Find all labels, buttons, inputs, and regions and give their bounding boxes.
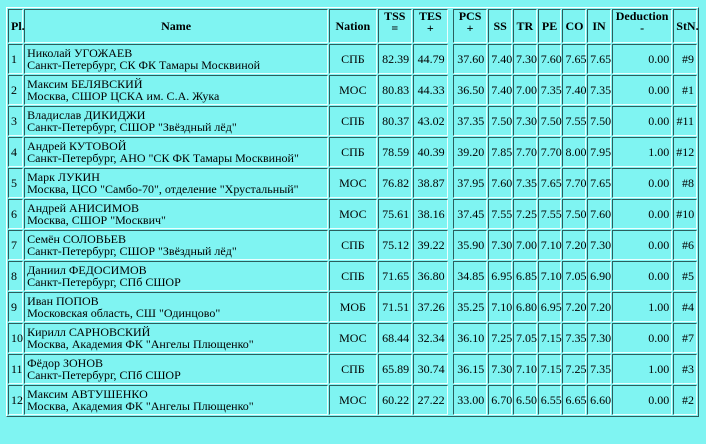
co-cell: 7.20 xyxy=(562,230,586,260)
gap-cell xyxy=(449,261,452,291)
tes-cell: 32.34 xyxy=(413,323,448,353)
deduction-cell: 0.00 xyxy=(612,75,672,105)
skater-name: Даниил ФЕДОСИМОВ xyxy=(27,263,147,277)
pcs-cell: 39.20 xyxy=(453,137,488,167)
tes-cell: 43.02 xyxy=(413,106,448,136)
deduction-cell: 0.00 xyxy=(612,44,672,74)
header-nation: Nation xyxy=(329,9,376,43)
pcs-cell: 35.90 xyxy=(453,230,488,260)
tss-cell: 82.39 xyxy=(378,44,413,74)
stn-cell: #12 xyxy=(673,137,697,167)
co-cell: 8.00 xyxy=(562,137,586,167)
co-cell: 7.70 xyxy=(562,168,586,198)
ss-cell: 7.60 xyxy=(488,168,512,198)
pcs-cell: 37.45 xyxy=(453,199,488,229)
gap-cell xyxy=(449,230,452,260)
in-cell: 7.95 xyxy=(587,137,611,167)
header-gap xyxy=(449,9,452,43)
in-cell: 7.35 xyxy=(587,354,611,384)
ss-cell: 7.85 xyxy=(488,137,512,167)
deduction-cell: 0.00 xyxy=(612,323,672,353)
tes-cell: 44.33 xyxy=(413,75,448,105)
place-cell: 3 xyxy=(8,106,23,136)
pcs-cell: 36.10 xyxy=(453,323,488,353)
pe-cell: 7.60 xyxy=(538,44,562,74)
tes-cell: 39.22 xyxy=(413,230,448,260)
in-cell: 7.35 xyxy=(587,75,611,105)
header-co: CO xyxy=(562,9,586,43)
skater-club: Санкт-Петербург, СПб СШОР xyxy=(27,275,181,289)
skater-name: Николай УГОЖАЕВ xyxy=(27,46,133,60)
tr-cell: 6.50 xyxy=(513,385,537,415)
skater-cell xyxy=(24,323,328,353)
pe-cell: 7.70 xyxy=(538,137,562,167)
skater-cell xyxy=(24,137,328,167)
deduction-cell: 0.00 xyxy=(612,385,672,415)
tr-cell: 7.70 xyxy=(513,137,537,167)
pe-cell: 7.35 xyxy=(538,75,562,105)
skater-cell xyxy=(24,292,328,322)
skater-club: Москва, СШОР "Москвич" xyxy=(27,213,166,227)
skater-club: Санкт-Петербург, СПб СШОР xyxy=(27,368,181,382)
pcs-cell: 36.50 xyxy=(453,75,488,105)
skater-cell xyxy=(24,354,328,384)
tes-cell: 37.26 xyxy=(413,292,448,322)
skater-name: Фёдор ЗОНОВ xyxy=(27,356,104,370)
header-tes xyxy=(413,9,448,43)
header-tes-label: TES xyxy=(418,9,442,23)
tes-cell: 40.39 xyxy=(413,137,448,167)
in-cell: 7.30 xyxy=(587,323,611,353)
gap-cell xyxy=(449,106,452,136)
table-row xyxy=(8,261,697,291)
tss-cell: 80.37 xyxy=(378,106,413,136)
stn-cell: #5 xyxy=(673,261,697,291)
stn-cell: #2 xyxy=(673,385,697,415)
skater-name: Максим АВТУШЕНКО xyxy=(27,387,148,401)
co-cell: 7.50 xyxy=(562,199,586,229)
place-cell: 8 xyxy=(8,261,23,291)
header-pcs xyxy=(453,9,488,43)
skater-name: Кирилл САРНОВСКИЙ xyxy=(27,325,151,339)
stn-cell: #4 xyxy=(673,292,697,322)
nation-cell: МОС xyxy=(329,199,376,229)
skater-name: Иван ПОПОВ xyxy=(27,294,99,308)
ss-cell: 7.55 xyxy=(488,199,512,229)
skater-cell xyxy=(24,199,328,229)
co-cell: 7.25 xyxy=(562,354,586,384)
skater-name: Семён СОЛОВЬЕВ xyxy=(27,232,127,246)
in-cell: 7.50 xyxy=(587,106,611,136)
header-pl: Pl. xyxy=(8,9,23,43)
gap-cell xyxy=(449,354,452,384)
nation-cell: СПБ xyxy=(329,137,376,167)
nation-cell: СПБ xyxy=(329,354,376,384)
skater-cell xyxy=(24,75,328,105)
tss-cell: 76.82 xyxy=(378,168,413,198)
pe-cell: 7.10 xyxy=(538,230,562,260)
ss-cell: 7.25 xyxy=(488,323,512,353)
place-cell: 10 xyxy=(8,323,23,353)
skater-club: Санкт-Петербург, СК ФК Тамары Москвиной xyxy=(27,58,261,72)
table-row xyxy=(8,292,697,322)
co-cell: 7.65 xyxy=(562,44,586,74)
ss-cell: 7.40 xyxy=(488,75,512,105)
stn-cell: #7 xyxy=(673,323,697,353)
table-row xyxy=(8,354,697,384)
skater-club: Москва, ЦСО "Самбо-70", отделение "Хрустальный" xyxy=(27,182,299,196)
nation-cell: СПБ xyxy=(329,261,376,291)
tss-cell: 75.61 xyxy=(378,199,413,229)
header-deduction xyxy=(612,9,672,43)
place-cell: 1 xyxy=(8,44,23,74)
tr-cell: 7.30 xyxy=(513,44,537,74)
ss-cell: 7.30 xyxy=(488,230,512,260)
tr-cell: 6.80 xyxy=(513,292,537,322)
skater-club: Москва, Академия ФК "Ангелы Плющенко" xyxy=(27,399,254,413)
header-tss xyxy=(378,9,413,43)
skater-club: Москва, СШОР ЦСКА им. С.А. Жука xyxy=(27,89,220,103)
tr-cell: 7.05 xyxy=(513,323,537,353)
gap-cell xyxy=(449,44,452,74)
skater-name: Марк ЛУКИН xyxy=(27,170,100,184)
stn-cell: #10 xyxy=(673,199,697,229)
tr-cell: 7.00 xyxy=(513,230,537,260)
header-ss: SS xyxy=(488,9,512,43)
tes-cell: 38.16 xyxy=(413,199,448,229)
in-cell: 7.65 xyxy=(587,44,611,74)
nation-cell: МОС xyxy=(329,168,376,198)
nation-cell: СПБ xyxy=(329,106,376,136)
co-cell: 7.20 xyxy=(562,292,586,322)
ss-cell: 7.50 xyxy=(488,106,512,136)
skater-club: Санкт-Петербург, АНО "СК ФК Тамары Москвиной" xyxy=(27,151,299,165)
skater-club: Санкт-Петербург, СШОР "Звёздный лёд" xyxy=(27,244,237,258)
pe-cell: 7.10 xyxy=(538,261,562,291)
ss-cell: 7.10 xyxy=(488,292,512,322)
gap-cell xyxy=(449,168,452,198)
skater-club: Санкт-Петербург, СШОР "Звёздный лёд" xyxy=(27,120,237,134)
deduction-cell: 0.00 xyxy=(612,230,672,260)
place-cell: 2 xyxy=(8,75,23,105)
in-cell: 6.60 xyxy=(587,385,611,415)
nation-cell: МОС xyxy=(329,75,376,105)
gap-cell xyxy=(449,137,452,167)
gap-cell xyxy=(449,385,452,415)
stn-cell: #6 xyxy=(673,230,697,260)
stn-cell: #11 xyxy=(673,106,697,136)
place-cell: 6 xyxy=(8,199,23,229)
header-tr: TR xyxy=(513,9,537,43)
place-cell: 9 xyxy=(8,292,23,322)
pe-cell: 6.95 xyxy=(538,292,562,322)
stn-cell: #8 xyxy=(673,168,697,198)
stn-cell: #9 xyxy=(673,44,697,74)
place-cell: 5 xyxy=(8,168,23,198)
deduction-cell: 1.00 xyxy=(612,292,672,322)
in-cell: 6.90 xyxy=(587,261,611,291)
co-cell: 6.65 xyxy=(562,385,586,415)
results-table xyxy=(6,7,699,417)
skater-cell xyxy=(24,261,328,291)
pe-cell: 7.50 xyxy=(538,106,562,136)
ss-cell: 7.40 xyxy=(488,44,512,74)
tr-cell: 7.30 xyxy=(513,106,537,136)
header-tes-sub: + xyxy=(426,21,434,35)
tes-cell: 36.80 xyxy=(413,261,448,291)
skater-name: Андрей АНИСИМОВ xyxy=(27,201,140,215)
tss-cell: 78.59 xyxy=(378,137,413,167)
deduction-cell: 1.00 xyxy=(612,137,672,167)
table-row xyxy=(8,106,697,136)
tss-cell: 71.65 xyxy=(378,261,413,291)
deduction-cell: 1.00 xyxy=(612,354,672,384)
ss-cell: 6.70 xyxy=(488,385,512,415)
nation-cell: МОБ xyxy=(329,292,376,322)
table-row xyxy=(8,230,697,260)
tr-cell: 7.00 xyxy=(513,75,537,105)
tes-cell: 27.22 xyxy=(413,385,448,415)
stn-cell: #1 xyxy=(673,75,697,105)
tes-cell: 38.87 xyxy=(413,168,448,198)
tss-cell: 68.44 xyxy=(378,323,413,353)
in-cell: 7.65 xyxy=(587,168,611,198)
results-container xyxy=(6,7,699,417)
gap-cell xyxy=(449,292,452,322)
skater-cell xyxy=(24,106,328,136)
results-body xyxy=(8,44,697,415)
tss-cell: 65.89 xyxy=(378,354,413,384)
pcs-cell: 33.00 xyxy=(453,385,488,415)
nation-cell: СПБ xyxy=(329,44,376,74)
skater-name: Максим БЕЛЯВСКИЙ xyxy=(27,77,143,91)
tes-cell: 30.74 xyxy=(413,354,448,384)
header-pcs-label: PCS xyxy=(458,9,482,23)
co-cell: 7.40 xyxy=(562,75,586,105)
in-cell: 7.60 xyxy=(587,199,611,229)
tss-cell: 71.51 xyxy=(378,292,413,322)
nation-cell: СПБ xyxy=(329,230,376,260)
place-cell: 11 xyxy=(8,354,23,384)
skater-cell xyxy=(24,230,328,260)
skater-club: Московская область, СШ "Одинцово" xyxy=(27,306,221,320)
gap-cell xyxy=(449,75,452,105)
place-cell: 4 xyxy=(8,137,23,167)
skater-cell xyxy=(24,168,328,198)
place-cell: 12 xyxy=(8,385,23,415)
table-row xyxy=(8,199,697,229)
skater-name: Андрей КУТОВОЙ xyxy=(27,139,127,153)
table-row xyxy=(8,323,697,353)
pe-cell: 7.55 xyxy=(538,199,562,229)
deduction-cell: 0.00 xyxy=(612,199,672,229)
skater-cell xyxy=(24,385,328,415)
tss-cell: 60.22 xyxy=(378,385,413,415)
co-cell: 7.55 xyxy=(562,106,586,136)
skater-cell xyxy=(24,44,328,74)
skater-name: Владислав ДИКИДЖИ xyxy=(27,108,146,122)
pe-cell: 6.55 xyxy=(538,385,562,415)
pcs-cell: 34.85 xyxy=(453,261,488,291)
pe-cell: 7.15 xyxy=(538,323,562,353)
deduction-cell: 0.00 xyxy=(612,168,672,198)
ss-cell: 7.30 xyxy=(488,354,512,384)
tss-cell: 75.12 xyxy=(378,230,413,260)
table-row xyxy=(8,168,697,198)
place-cell: 7 xyxy=(8,230,23,260)
tss-cell: 80.83 xyxy=(378,75,413,105)
table-row xyxy=(8,385,697,415)
pe-cell: 7.15 xyxy=(538,354,562,384)
tr-cell: 6.85 xyxy=(513,261,537,291)
tr-cell: 7.25 xyxy=(513,199,537,229)
pcs-cell: 37.35 xyxy=(453,106,488,136)
header-stn: StN. xyxy=(673,9,697,43)
ss-cell: 6.95 xyxy=(488,261,512,291)
header-tss-label: TSS xyxy=(384,9,406,23)
table-row xyxy=(8,44,697,74)
pe-cell: 7.65 xyxy=(538,168,562,198)
co-cell: 7.05 xyxy=(562,261,586,291)
pcs-cell: 35.25 xyxy=(453,292,488,322)
header-deduction-sub: - xyxy=(640,21,645,35)
tr-cell: 7.35 xyxy=(513,168,537,198)
pcs-cell: 36.15 xyxy=(453,354,488,384)
header-pe: PE xyxy=(538,9,562,43)
gap-cell xyxy=(449,199,452,229)
co-cell: 7.35 xyxy=(562,323,586,353)
in-cell: 7.20 xyxy=(587,292,611,322)
skater-club: Москва, Академия ФК "Ангелы Плющенко" xyxy=(27,337,254,351)
table-row xyxy=(8,137,697,167)
header-deduction-label: Deduction xyxy=(615,9,669,23)
pcs-cell: 37.95 xyxy=(453,168,488,198)
header-name: Name xyxy=(24,9,328,43)
deduction-cell: 0.00 xyxy=(612,106,672,136)
header-row xyxy=(8,9,697,43)
pcs-cell: 37.60 xyxy=(453,44,488,74)
header-pcs-sub: + xyxy=(466,21,474,35)
stn-cell: #3 xyxy=(673,354,697,384)
in-cell: 7.30 xyxy=(587,230,611,260)
header-in: IN xyxy=(587,9,611,43)
nation-cell: МОС xyxy=(329,385,376,415)
tr-cell: 7.10 xyxy=(513,354,537,384)
nation-cell: МОС xyxy=(329,323,376,353)
tes-cell: 44.79 xyxy=(413,44,448,74)
table-row xyxy=(8,75,697,105)
deduction-cell: 0.00 xyxy=(612,261,672,291)
header-tss-sub: = xyxy=(391,21,399,35)
gap-cell xyxy=(449,323,452,353)
